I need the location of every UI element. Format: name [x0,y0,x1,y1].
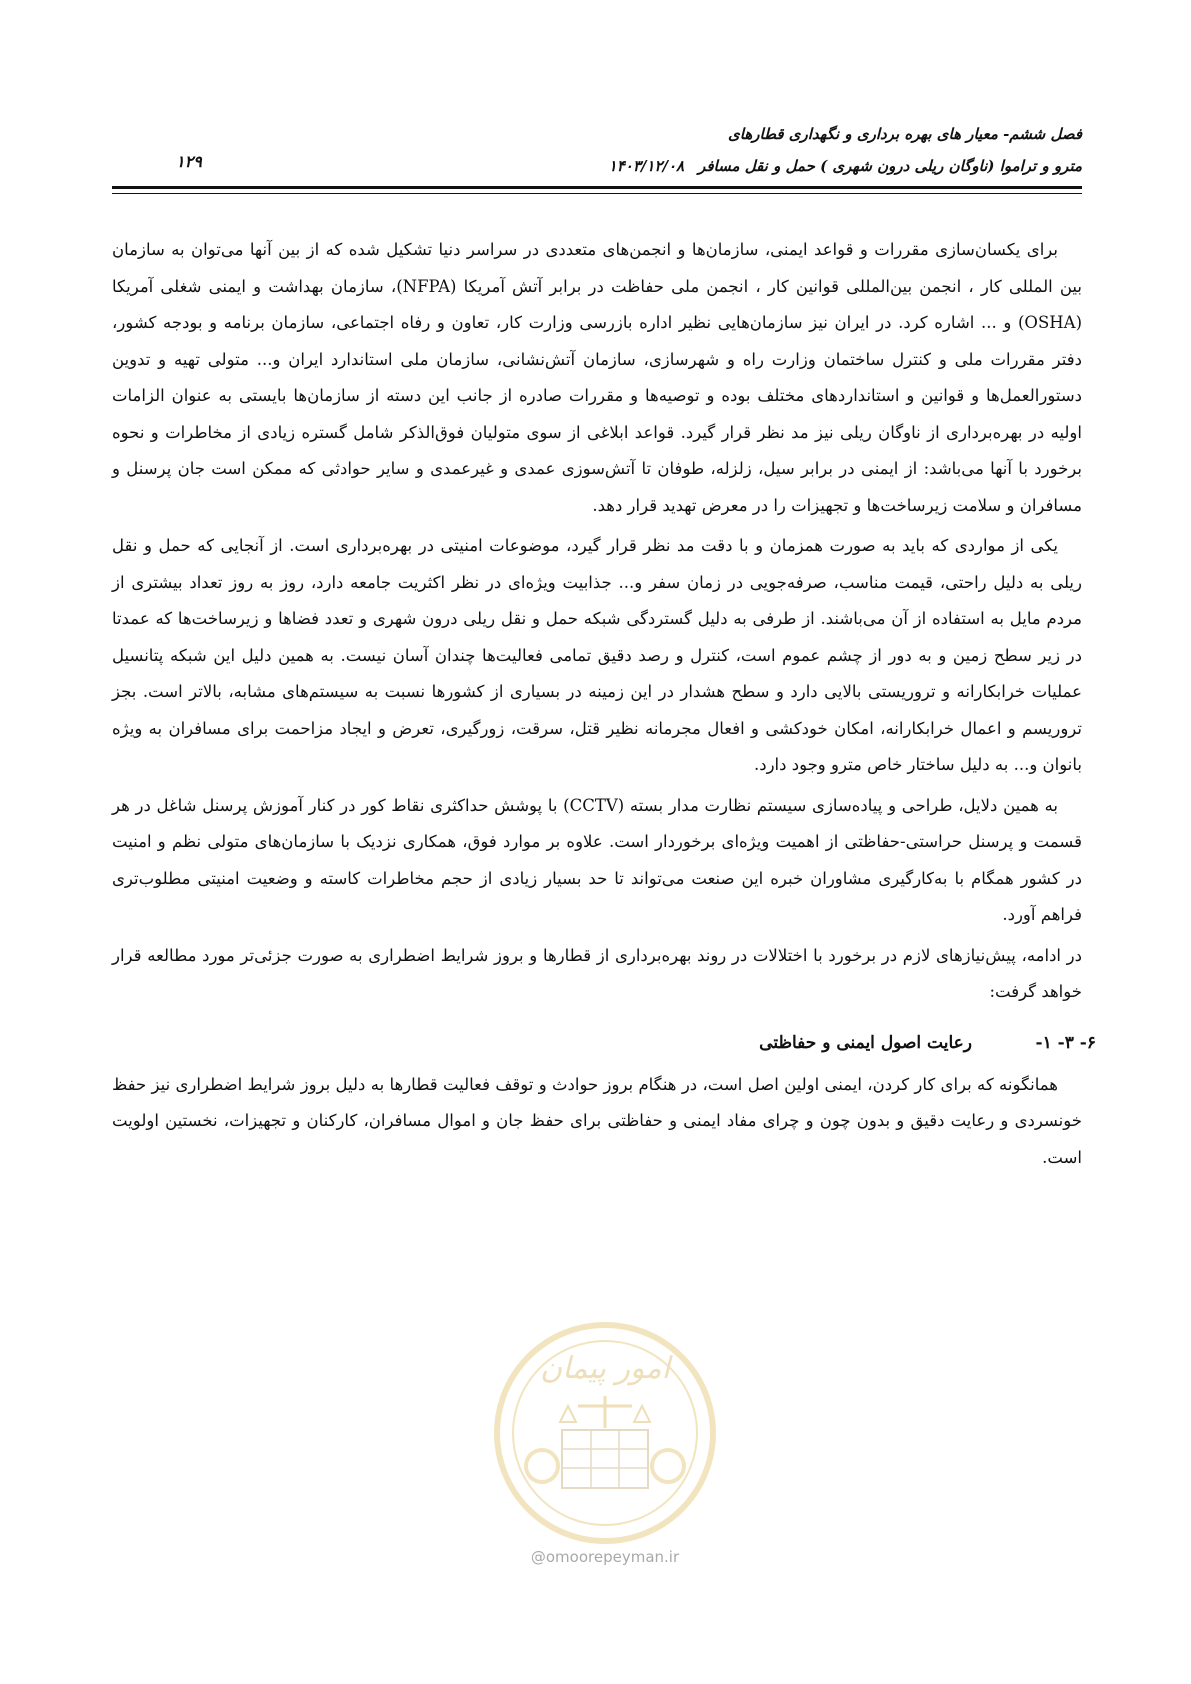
body-paragraph-1: برای یکسان‌سازی مقررات و قواعد ایمنی، سازمان‌ها و انجمن‌های متعددی در سراسر دنیا تشکیل شده که از بین آنها می‌توان به سازمان بین المللی کار ، انجمن بین‌المللی قوانین کار ، انجمن ملی حفاظت در برابر آتش آمریکا (NFPA)، سازمان بهداشت و ایمنی شغلی آمریکا (OSHA) و ... اشاره کرد. در ایران نیز سازمان‌هایی نظیر اداره بازرسی وزارت کار، تعاون و رفاه اجتماعی، سازمان برنامه و بودجه کشور، دفتر مقررات ملی و کنترل ساختمان وزارت راه و شهرسازی، سازمان آتش‌نشانی، سازمان ملی استاندارد ایران و... متولی تهیه و تدوین دستورالعمل‌ها و قوانین و استانداردهای مختلف بوده و توصیه‌ها و مقررات صادره از جانب این دسته از سازمان‌ها بایستی به عنوان الزامات اولیه در بهره‌برداری از ناوگان ریلی نیز مد نظر قرار گیرد. قواعد ابلاغی از سوی متولیان فوق‌الذکر شامل گستره زیادی از مخاطرات و نحوه برخورد با آنها می‌باشد: از ایمنی در برابر سیل، زلزله، طوفان تا آتش‌سوزی عمدی و غیرعمدی و سایر حوادثی که ممکن است جان پرسنل و مسافران و سلامت زیرساخت‌ها و تجهیزات را در معرض تهدید قرار دهد. [112,240,1082,515]
body-paragraph-3: به همین دلایل، طراحی و پیاده‌سازی سیستم نظارت مدار بسته (CCTV) با پوشش حداکثری نقاط کور در کنار آموزش پرسنل شاغل در هر قسمت و پرسنل حراستی-حفاظتی از اهمیت ویژه‌ای برخوردار است. علاوه بر موارد فوق، همکاری نزدیک با سازمان‌های متولی نظم و امنیت در کشور همگام با به‌کارگیری مشاوران خبره این صنعت می‌تواند تا حد بسیار زیادی از حجم مخاطرات کاسته و وضعیت امنیتی مطلوب‌تری فراهم آورد. [112,795,1082,924]
header-subject-row [609,150,1082,182]
page-header [112,112,1082,192]
header-subject-line: مترو و تراموا (ناوگان ریلی درون شهری ) حمل و نقل مسافر [698,157,1082,175]
header-title-block [609,118,1082,182]
page-body [112,232,1096,1180]
body-paragraph-2: یکی از مواردی که باید به صورت همزمان و با دقت مد نظر قرار گیرد، موضوعات امنیتی در بهره‌برداری است. از آنجایی که حمل و نقل ریلی به دلیل راحتی، قیمت مناسب، صرفه‌جویی در زمان سفر و... جذابیت ویژه‌ای در نظر اکثریت جامعه دارد، روز به روز تعداد بیشتری از مردم مایل به استفاده از آن می‌باشند. از طرفی به دلیل گستردگی شبکه حمل و نقل ریلی درون شهری و تعدد فضاها و زیرساخت‌ها که عمدتا در زیر سطح زمین و به دور از چشم عموم است، کنترل و رصد دقیق تمامی فعالیت‌ها چندان آسان نیست. به همین دلیل این شبکه پتانسیل عملیات خرابکارانه و تروریستی بالایی دارد و سطح هشدار در این زمینه در بسیاری از کشورها نسبت به سیستم‌های مشابه، بالاتر است. بجز تروریسم و اعمال خرابکارانه، امکان خودکشی و افعال مجرمانه نظیر قتل، سرقت، زورگیری، تعرض و ایجاد مزاحمت برای مسافران به ویژه بانوان و... به دلیل ساختار خاص مترو وجود دارد. [112,536,1082,774]
body-paragraph-4: در ادامه، پیش‌نیازهای لازم در برخورد با اختلالات در روند بهره‌برداری از قطارها و بروز شرایط اضطراری به صورت جزئی‌تر مورد مطالعه قرار خواهد گرفت: [112,945,1082,1001]
watermark-site-text: @omoorepeyman.ir [530,1548,680,1566]
header-divider-thick [112,186,1082,189]
watermark-logo-icon [490,1318,720,1548]
watermark-logo-text: امور پیمان [540,1351,670,1386]
section-paragraph: همانگونه که برای کار کردن، ایمنی اولین اصل است، در هنگام بروز حوادث و توقف فعالیت قطارها به دلیل بروز شرایط اضطراری نیز حفظ خونسردی و رعایت دقیق و بدون چون و چرای مفاد ایمنی و حفاظتی برای حفظ جان و اموال مسافران، کارکنان و تجهیزات، نخستین اولویت است. [112,1074,1082,1167]
header-divider-thin [112,193,1082,194]
section-heading [112,1025,1096,1063]
header-date: ۱۴۰۳/۱۲/۰۸ [608,157,685,175]
section-number: ۶- ۳- ۱- [1035,1032,1096,1053]
page-number: ۱۲۹ [176,152,202,171]
section-title: رعایت اصول ایمنی و حفاظتی [759,1032,972,1053]
header-chapter-line: فصل ششم- معیار های بهره برداری و نگهداری قطارهای [728,125,1082,143]
